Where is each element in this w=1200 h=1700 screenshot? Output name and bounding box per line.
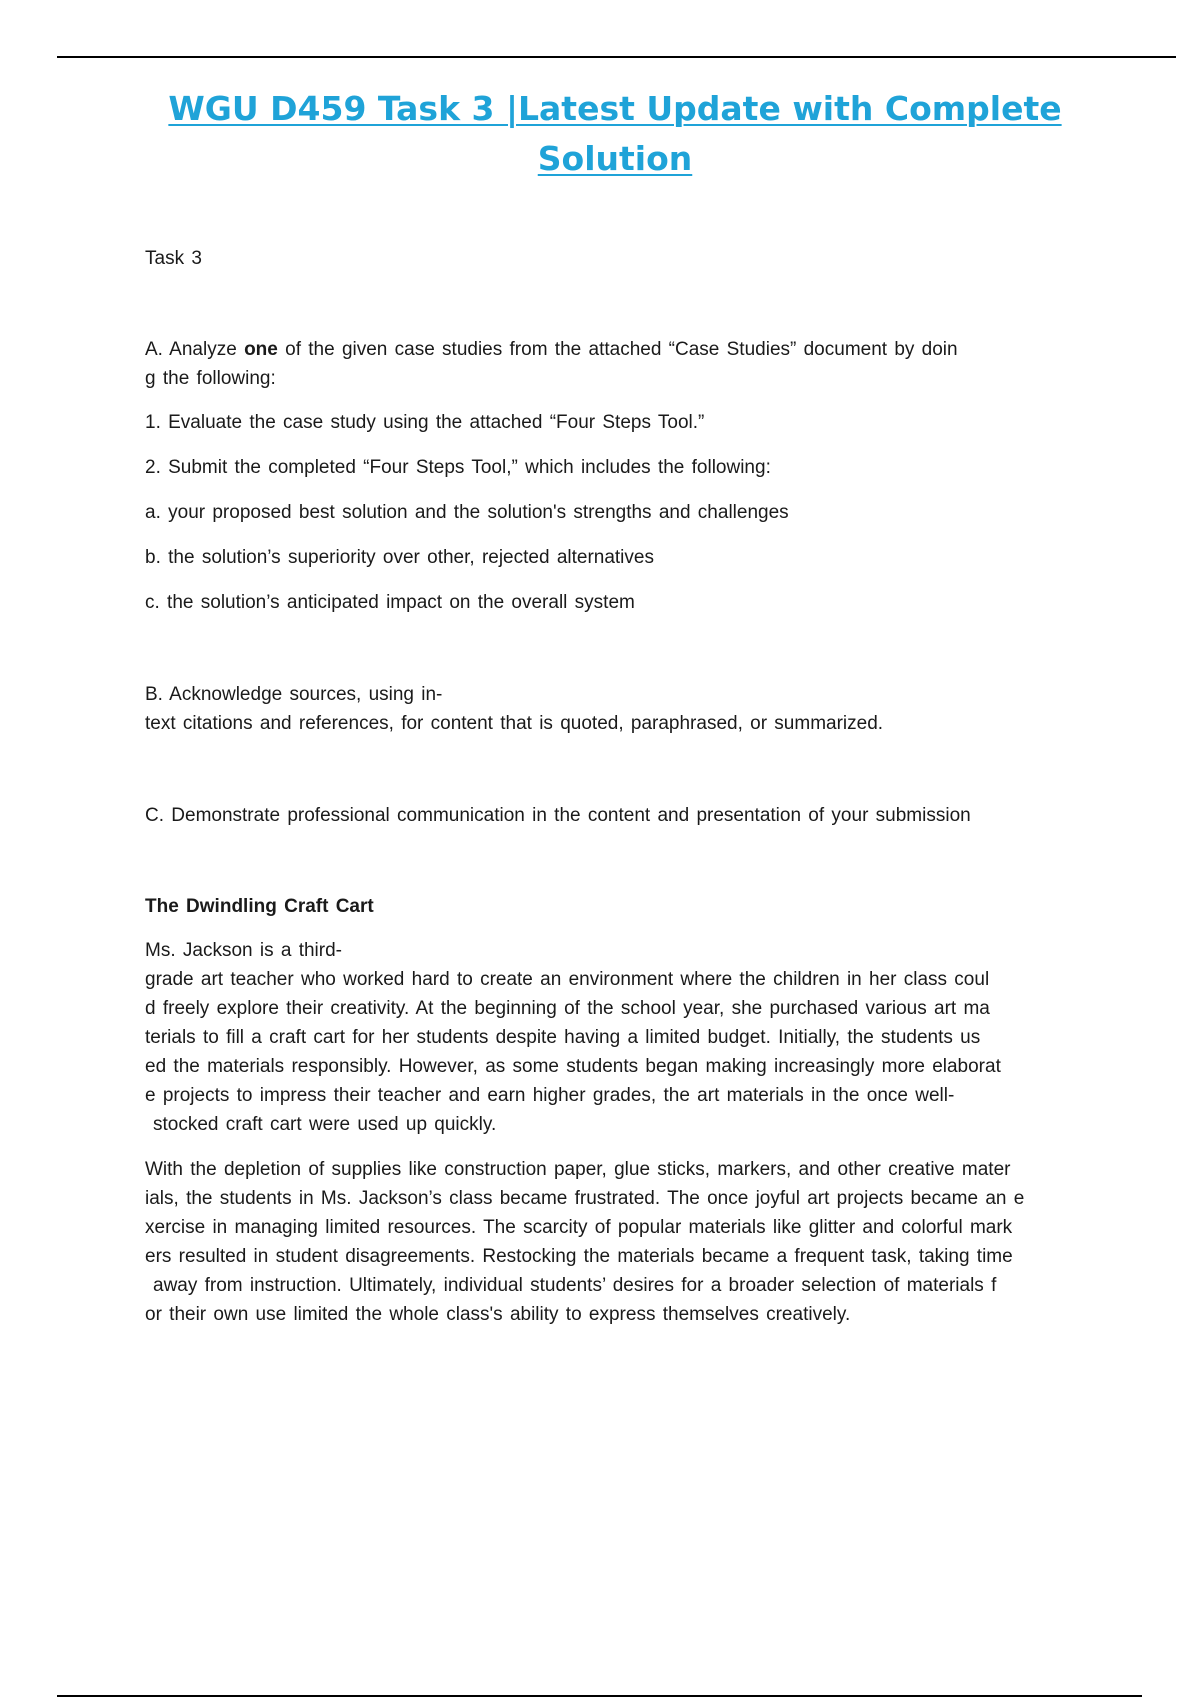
task-label: Task 3 [145,248,202,269]
paragraph-line: ials, the students in Ms. Jackson’s class became frustrated. The once joyful art projects became an e [145,1188,1025,1209]
list-item: c. the solution’s anticipated impact on the overall system [145,592,635,613]
case-study-heading: The Dwindling Craft Cart [145,896,374,917]
document-title [150,84,1080,184]
section-b-line2: text citations and references, for content that is quoted, paraphrased, or summarized. [145,713,884,734]
paragraph-line: or their own use limited the whole class's ability to express themselves creatively. [145,1304,851,1325]
paragraph-line: With the depletion of supplies like construction paper, glue sticks, markers, and other creative mater [145,1159,1011,1180]
section-a-prefix: A. Analyze [145,339,245,360]
list-item: b. the solution’s superiority over other, rejected alternatives [145,547,654,568]
list-item: 2. Submit the completed “Four Steps Tool,” which includes the following: [145,457,771,478]
title-line-1: WGU D459 Task 3 |Latest Update with Complete [168,89,1062,128]
bottom-rule [57,1695,1142,1697]
paragraph-line: terials to fill a craft cart for her students despite having a limited budget. Initially, the students us [145,1027,981,1048]
paragraph-line: ed the materials responsibly. However, as some students began making increasingly more elaborat [145,1056,1001,1077]
list-item: 1. Evaluate the case study using the attached “Four Steps Tool.” [145,412,705,433]
case-paragraph-2 [145,1155,1085,1329]
paragraph-line: ers resulted in student disagreements. Restocking the materials became a frequent task, taking time [145,1246,1013,1267]
document-body [145,244,1085,1329]
paragraph-line: xercise in managing limited resources. The scarcity of popular materials like glitter and colorful mark [145,1217,1013,1238]
section-a [145,335,1085,393]
top-rule [57,56,1176,58]
list-item: a. your proposed best solution and the solution's strengths and challenges [145,502,789,523]
section-a-line1-rest: of the given case studies from the attached “Case Studies” document by doin [277,339,958,360]
title-line-2: Solution [537,139,693,178]
paragraph-line: away from instruction. Ultimately, individual students’ desires for a broader selection of materials f [153,1275,997,1296]
section-b [145,680,1085,738]
section-b-line1: B. Acknowledge sources, using in- [145,684,443,705]
case-paragraph-1 [145,936,1085,1139]
paragraph-line: grade art teacher who worked hard to create an environment where the children in her class coul [145,969,990,990]
section-a-line2: g the following: [145,368,276,389]
paragraph-line: stocked craft cart were used up quickly. [153,1114,497,1135]
section-c: C. Demonstrate professional communication in the content and presentation of your submission [145,805,971,826]
paragraph-line: e projects to impress their teacher and earn higher grades, the art materials in the once well- [145,1085,955,1106]
section-a-emphasis: one [244,339,278,360]
paragraph-line: Ms. Jackson is a third- [145,940,342,961]
paragraph-line: d freely explore their creativity. At the beginning of the school year, she purchased various art ma [145,998,990,1019]
